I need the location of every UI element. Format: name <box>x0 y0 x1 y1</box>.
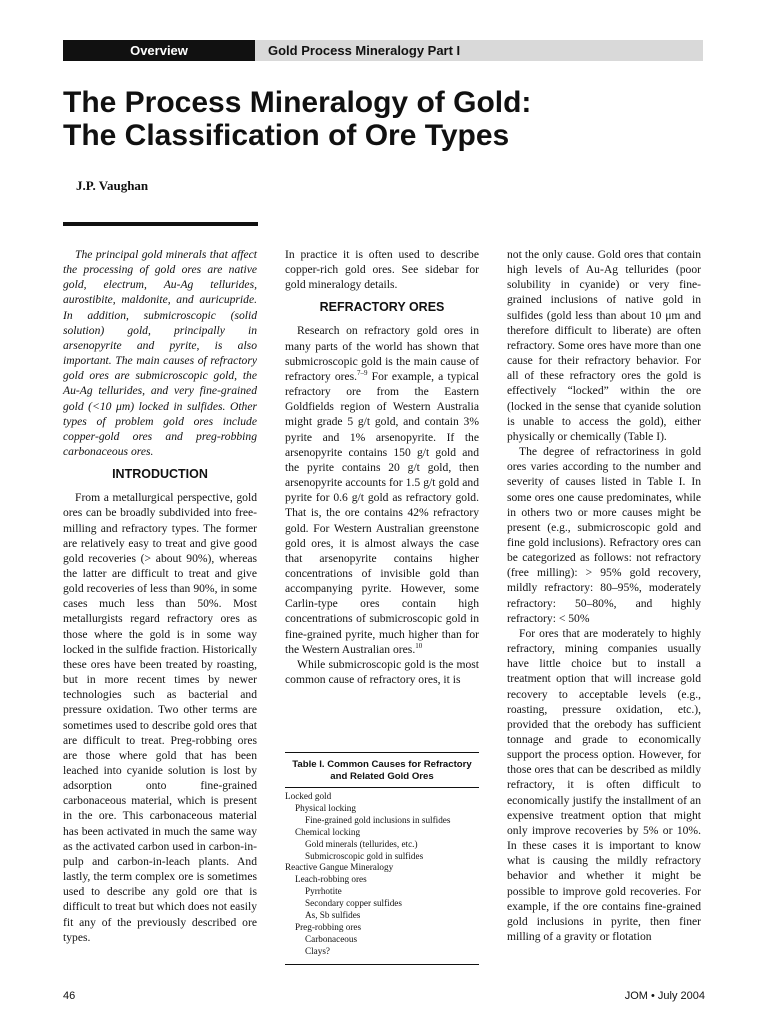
table-row: Clays? <box>305 945 331 956</box>
table-1 <box>285 752 479 965</box>
abstract: The principal gold minerals that affect the processing of gold ores are native gold, electrum, Au-Ag tellurides, aurostibite, maldonite, and auricupride. In addition, submicroscopic (solid solution) gold, principally in arsenopyrite and pyrite, is also important. The main causes of refractory gold ores are submicroscopic gold, the Au-Ag tellurides, and very fine-grained gold (<10 μm) locked in sulfides. Other types of problem gold ores include copper-gold ores and preg-robbing carbonaceous ores. <box>63 248 257 459</box>
table-row: Submicroscopic gold in sulfides <box>305 850 424 861</box>
table-1-rows <box>285 788 479 964</box>
table-row: Pyrrhotite <box>305 886 342 897</box>
journal-footer: JOM • July 2004 <box>624 990 705 1002</box>
title-line-2: The Classification of Ore Types <box>63 119 510 152</box>
column-2 <box>285 247 479 687</box>
refractory-ores-heading: REFRACTORY ORES <box>319 300 445 315</box>
title-line-1: The Process Mineralogy of Gold: <box>63 86 532 119</box>
column-3-paragraph-2: The degree of refractoriness in gold ores varies according to the number and severity of causes listed in Table I. In some ores one cause predominates, while in others two or more causes might be present (e.g., submicroscopic gold and fine gold inclusions). Refractory ores can be categorized as follows: not refractory (free milling): > 95% gold recovery, mildly refractory: 80–95%, moderately refractory: 50–80%, and highly refractory: < 50% <box>507 445 701 625</box>
refractory-paragraph-1-text-a: Research on refractory gold ores in many parts of the world has shown that submicroscopic gold is the main cause of refractory ores. <box>285 324 479 383</box>
column-3-paragraph-3: For ores that are moderately to highly refractory, mining companies usually have little choice but to install a treatment option that will increase gold recovery to acceptable levels (e.g., roasting, pressure oxidation, etc.), provided that the orebody has sufficient tonnage and grade to economically support the process option. However, for those ores that can be described as mildly refractory, it is often difficult to economically justify the installment of an expensive treatment option that might only improve recoveries by 5% or 10%. In these cases it is important to know what is causing the mildly refractory behavior and whether it might be possible to improve gold recoveries. For example, if the ore contains fine-grained gold inclusions in pyrite, then finer milling of a gravity or flotation <box>507 626 701 944</box>
table-row: Preg-robbing ores <box>295 921 362 932</box>
author: J.P. Vaughan <box>76 178 149 193</box>
column-3-continued-paragraph: not the only cause. Gold ores that contain high levels of Au-Ag tellurides (poor solubility in cyanide) or very fine-grained inclusions of native gold in sulfides (gold less than about 10 μm and therefore difficult to liberate) are often refractory. Some ores have more than one cause for their refractory behavior. For all of these refractory ores the gold is effectively “locked” within the ore (locked in the sense that cyanide solution is unable to access the gold), either physically or chemically (Table I). <box>507 248 701 443</box>
article-title <box>63 86 713 152</box>
table-row: Leach-robbing ores <box>295 874 367 885</box>
table-row: Chemical locking <box>295 826 361 837</box>
reference-superscript-1: 7–9 <box>357 369 368 378</box>
table-row: As, Sb sulfides <box>305 910 361 921</box>
column-3 <box>507 247 701 944</box>
table-row: Physical locking <box>295 802 356 813</box>
introduction-heading: INTRODUCTION <box>112 467 208 482</box>
table-row: Carbonaceous <box>305 933 358 944</box>
column-1 <box>63 247 257 945</box>
page-number: 46 <box>63 990 76 1002</box>
refractory-paragraph-1 <box>285 323 479 656</box>
section-label: Overview <box>63 40 255 61</box>
header-bar <box>63 40 703 61</box>
table-1-title: Table I. Common Causes for Refractory and Related Gold Ores <box>285 753 479 788</box>
table-row: Secondary copper sulfides <box>305 898 402 909</box>
title-rule <box>63 222 258 226</box>
column-2-continued-paragraph: In practice it is often used to describe copper-rich gold ores. See sidebar for gold mineralogy details. <box>285 248 479 292</box>
series-label: Gold Process Mineralogy Part I <box>268 43 461 58</box>
refractory-paragraph-1-text-b: For example, a typical refractory ore from the Eastern Goldfields region of Western Australia might grade 5 g/t gold, and contain 3% pyrite and 1% arsenopyrite. If the arsenopyrite contains 150 g/t gold and the pyrite contains 20 g/t gold, then arsenopyrite accounts for 1.5 g/t gold and pyrite for 0.6 g/t gold as refractory gold. That is, the ore contains 42% refractory gold. For Western Australian greenstone gold ores, it is almost always the case that arsenopyrite contains higher concentrations of invisible gold than accompanying pyrite. However, some Carlin-type ores contain high concentrations of submicroscopic gold in fine-grained pyrite, much higher than for the Western Australian ores. <box>285 369 479 656</box>
refractory-paragraph-2: While submicroscopic gold is the most common cause of refractory ores, it is <box>285 657 479 687</box>
table-row: Gold minerals (tellurides, etc.) <box>305 838 418 849</box>
reference-superscript-2: 10 <box>415 641 423 650</box>
table-row: Fine-grained gold inclusions in sulfides <box>305 814 451 825</box>
table-row: Reactive Gangue Mineralogy <box>285 862 394 873</box>
table-row: Locked gold <box>285 791 332 801</box>
introduction-paragraph: From a metallurgical perspective, gold ores can be broadly subdivided into free-milling and refractory types. The former are relatively easy to treat and give good gold recoveries (> about 90%), whereas the latter are difficult to treat and give gold recoveries of less than 90%, in some cases much less than 50%. Most metallurgists regard refractory ores as those where the gold is in some way locked in the sulfide fraction. Historically these ores have been treated by roasting, but in more recent times by newer technologies such as bacterial and pressure oxidation. Two other terms are sometimes used to describe gold ores that are difficult to treat. Preg-robbing ores are those where gold that has been leached into cyanide solution is lost by adsorption onto fine-grained carbonaceous material, which is present in the ore. This carbonaceous material has been activated in much the same way as the activated carbon used in carbon-in-pulp and carbon-in-leach plants. And lastly, the term complex ore is sometimes used to describe any gold ore that is difficult to treat but which does not easily fit any of the previously described ore types. <box>63 491 257 944</box>
